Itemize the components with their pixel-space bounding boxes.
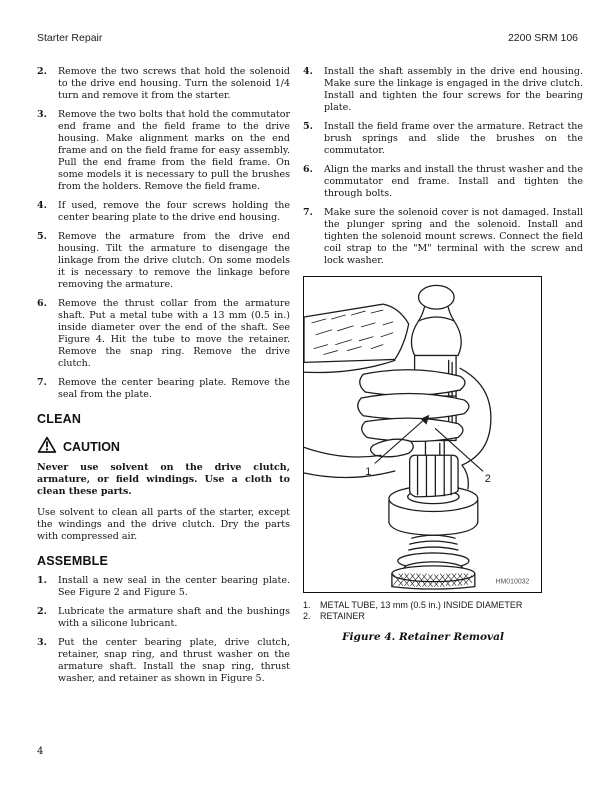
clean-body-paragraph: Use solvent to clean all parts of the starter, except the windings and the drive clutch. Dry the parts with compressed air.	[37, 507, 290, 542]
clean-heading: CLEAN	[37, 412, 82, 426]
header-doc-number: 2200 SRM 106	[507, 32, 578, 44]
disassemble-step	[37, 109, 290, 193]
disassemble-step	[37, 231, 290, 291]
legend-item	[303, 600, 543, 611]
step-number: 6.	[37, 298, 47, 309]
assemble-heading: ASSEMBLE	[37, 554, 109, 568]
step-text: Remove the armature from the drive end housing. Tilt the armature to disengage the linkage from the drive clutch. On some models it is necessary to remove the linkage before removing the armature.	[58, 231, 290, 290]
figure-4-illustration	[303, 276, 542, 593]
step-text: Lubricate the armature shaft and the bushings with a silicone lubricant.	[58, 606, 290, 629]
disassemble-step	[37, 298, 290, 370]
figure-caption: Figure 4. Retainer Removal	[342, 631, 504, 643]
step-number: 5.	[37, 231, 47, 242]
assemble-step	[303, 121, 583, 157]
legend-text: METAL TUBE, 13 mm (0.5 in.) INSIDE DIAMETER	[320, 600, 523, 610]
caution-text: Never use solvent on the drive clutch, armature, or field windings. Use a cloth to clean these parts.	[37, 462, 290, 497]
assemble-step	[303, 66, 583, 114]
figure-callout-2: 2	[484, 472, 491, 485]
step-text: If used, remove the four screws holding the center bearing plate to the drive end housing.	[58, 200, 290, 223]
step-text: Remove the thrust collar from the armature shaft. Put a metal tube with a 13 mm (0.5 in.) inside diameter over the end of the shaft. See Figure 4. Hit the tube to move the retainer. Remove the snap ring. Remove the drive clutch.	[58, 298, 290, 369]
right-column	[303, 66, 583, 692]
assemble-step	[37, 606, 290, 630]
legend-item	[303, 611, 543, 622]
left-column	[37, 66, 290, 692]
disassemble-step	[37, 377, 290, 401]
step-text: Install a new seal in the center bearing plate. See Figure 2 and Figure 5.	[58, 575, 290, 598]
figure-legend	[303, 600, 543, 622]
caution-label: CAUTION	[63, 439, 120, 454]
step-number: 7.	[37, 377, 47, 388]
step-text: Put the center bearing plate, drive clutch, retainer, snap ring, and thrust washer on the armature shaft. Install the snap ring, thrust washer, and retainer as shown in Figure 5.	[58, 637, 290, 684]
step-number: 5.	[303, 121, 313, 132]
step-text: Install the shaft assembly in the drive end housing. Make sure the linkage is engaged in the drive clutch. Install and tighten the four screws for the bearing plate.	[324, 66, 583, 113]
step-number: 3.	[37, 109, 47, 120]
disassemble-step	[37, 200, 290, 224]
step-text: Make sure the solenoid cover is not damaged. Install the plunger spring and the solenoid. Install and tighten the solenoid mount screws. Connect the field coil strap to the "M" terminal with the screw and lock washer.	[324, 207, 583, 266]
step-number: 7.	[303, 207, 313, 218]
legend-number: 1.	[303, 600, 311, 610]
legend-number: 2.	[303, 611, 311, 621]
figure-code: HM010032	[495, 578, 530, 586]
step-text: Remove the two screws that hold the solenoid to the drive end housing. Turn the solenoid 1/4 turn and remove it from the starter.	[58, 66, 290, 101]
assemble-step	[37, 575, 290, 599]
two-column-body	[37, 66, 583, 692]
step-text: Align the marks and install the thrust washer and the commutator end frame. Install and tighten the through bolts.	[324, 164, 583, 199]
warning-triangle-icon	[37, 436, 57, 457]
figure-callout-1: 1	[365, 465, 372, 478]
assemble-step	[303, 207, 583, 267]
page-number: 4	[37, 746, 44, 757]
step-number: 4.	[303, 66, 313, 77]
figure-block	[303, 276, 543, 643]
legend-text: RETAINER	[320, 611, 365, 621]
step-number: 1.	[37, 575, 47, 586]
page-header	[37, 32, 578, 44]
assemble-step	[37, 637, 290, 685]
disassemble-step	[37, 66, 290, 102]
step-number: 3.	[37, 637, 47, 648]
step-number: 4.	[37, 200, 47, 211]
header-title-left: Starter Repair	[37, 32, 103, 44]
step-number: 2.	[37, 66, 47, 77]
caution-header	[37, 436, 290, 457]
assemble-step	[303, 164, 583, 200]
step-number: 2.	[37, 606, 47, 617]
step-text: Install the field frame over the armature. Retract the brush springs and slide the brushes on the commutator.	[324, 121, 583, 156]
step-text: Remove the center bearing plate. Remove the seal from the plate.	[58, 377, 290, 400]
step-text: Remove the two bolts that hold the commutator end frame and the field frame to the drive housing. Make alignment marks on the end frame and on the field frame for easy assembly. Pull the end frame from the field frame. On some models it is necessary to pull the brushes from the holders. Remove the field frame.	[58, 109, 290, 192]
step-number: 6.	[303, 164, 313, 175]
